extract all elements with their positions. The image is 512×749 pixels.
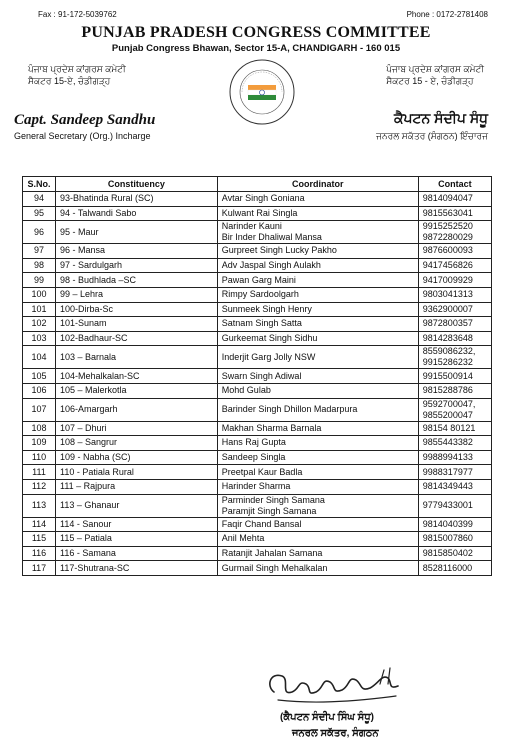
- cell-constituency: [55, 331, 217, 346]
- cell-coordinator-text: Pawan Garg Maini: [221, 274, 296, 285]
- coordinator-table: [22, 176, 492, 576]
- punjabi-right-line-2: ਸੈਕਟਰ 15 - ਏ, ਚੰਡੀਗੜ੍ਹ: [386, 76, 474, 86]
- cell-contact-text: 9814349443: [422, 481, 473, 492]
- cell-contact-text: 9988994133: [422, 452, 473, 463]
- cell-constituency-text: 116 - Samana: [59, 547, 116, 558]
- cell-constituency: [55, 258, 217, 273]
- cell-constituency-text: 110 - Patiala Rural: [59, 466, 134, 477]
- table-row: [23, 450, 492, 465]
- cell-coordinator: [217, 450, 418, 465]
- cell-coordinator-text: Parminder Singh Samana: [221, 494, 325, 505]
- cell-sno: [23, 561, 56, 576]
- table-row: [23, 258, 492, 273]
- cell-constituency: [55, 494, 217, 517]
- punjabi-address-right: [386, 63, 484, 87]
- cell-constituency: [55, 206, 217, 221]
- cell-contact: [418, 317, 491, 332]
- cell-coordinator: [217, 479, 418, 494]
- cell-contact: [418, 331, 491, 346]
- cell-constituency-text: 103 – Barnala: [59, 351, 117, 362]
- cell-sno: [23, 273, 56, 288]
- cell-contact: [418, 369, 491, 384]
- cell-contact-text: 9814283648: [422, 333, 473, 344]
- cell-contact-text: 9915286232: [422, 357, 473, 368]
- header-coordinator: Coordinator: [217, 177, 418, 192]
- cell-coordinator-text: Preetpal Kaur Badla: [221, 466, 303, 477]
- signatory-name: Capt. Sandeep Sandhu: [14, 112, 156, 128]
- punjabi-address-left: [28, 63, 126, 87]
- cell-contact: [418, 546, 491, 561]
- punjabi-left-line-1: ਪੰਜਾਬ ਪ੍ਰਦੇਸ਼ ਕਾਂਗਰਸ ਕਮੇਟੀ: [28, 64, 126, 74]
- cell-coordinator: [217, 494, 418, 517]
- cell-contact: [418, 436, 491, 451]
- cell-constituency: [55, 561, 217, 576]
- cell-contact-text: 9815288786: [422, 385, 473, 396]
- cell-coordinator: [217, 436, 418, 451]
- cell-contact: [418, 561, 491, 576]
- cell-coordinator-text: Bir Inder Dhaliwal Mansa: [221, 232, 322, 243]
- cell-sno-text: 113: [31, 500, 47, 510]
- punjabi-left-line-2: ਸੈਕਟਰ 15-ਏ, ਚੰਡੀਗੜ੍ਹ: [28, 76, 111, 86]
- cell-coordinator-text: Barinder Singh Dhillon Madarpura: [221, 404, 358, 415]
- congress-emblem-logo: [228, 58, 296, 126]
- cell-contact: [418, 421, 491, 436]
- cell-contact-text: 9417456826: [422, 260, 473, 271]
- table-row: [23, 383, 492, 398]
- cell-sno: [23, 287, 56, 302]
- cell-coordinator: [217, 317, 418, 332]
- cell-sno: [23, 517, 56, 532]
- cell-contact-text: 9803041313: [422, 289, 473, 300]
- cell-contact-text: 9855443382: [422, 437, 473, 448]
- cell-constituency: [55, 465, 217, 480]
- cell-sno-text: 105: [31, 370, 47, 381]
- cell-coordinator-text: Hans Raj Gupta: [221, 437, 286, 448]
- cell-contact-text: 8528116000: [422, 562, 473, 573]
- cell-sno: [23, 221, 56, 244]
- cell-constituency: [55, 192, 217, 207]
- cell-coordinator-text: Kulwant Rai Singla: [221, 207, 298, 218]
- cell-contact-text: 9814094047: [422, 193, 473, 204]
- cell-contact-text: 9855200047: [422, 409, 473, 420]
- cell-sno: [23, 546, 56, 561]
- cell-constituency: [55, 317, 217, 332]
- cell-constituency: [55, 450, 217, 465]
- cell-coordinator-text: Gurmail Singh Mehalkalan: [221, 562, 328, 573]
- cell-coordinator: [217, 273, 418, 288]
- cell-coordinator-text: Adv Jaspal Singh Aulakh: [221, 260, 321, 271]
- footer-designation-punjabi: ਜਨਰਲ ਸਕੱਤਰ, ਸੰਗਠਨ: [292, 728, 379, 739]
- table-row: [23, 287, 492, 302]
- cell-coordinator: [217, 383, 418, 398]
- cell-coordinator: [217, 369, 418, 384]
- cell-coordinator: [217, 561, 418, 576]
- cell-sno-text: 95: [33, 207, 44, 218]
- cell-sno-text: 108: [31, 422, 47, 433]
- cell-sno-text: 107: [31, 404, 47, 415]
- cell-coordinator-text: Gurpreet Singh Lucky Pakho: [221, 245, 337, 256]
- handwritten-signature: [262, 662, 412, 710]
- cell-contact-text: 98154 80121: [422, 422, 476, 433]
- cell-sno: [23, 302, 56, 317]
- cell-constituency: [55, 273, 217, 288]
- cell-constituency-text: 101-Sunam: [59, 318, 107, 329]
- cell-constituency: [55, 546, 217, 561]
- cell-contact-text: 9872280029: [422, 232, 473, 243]
- cell-contact: [418, 302, 491, 317]
- cell-constituency-text: 105 – Malerkotla: [59, 385, 127, 396]
- cell-constituency-text: 106-Amargarh: [59, 404, 118, 415]
- cell-sno-text: 94: [33, 193, 44, 204]
- cell-sno: [23, 479, 56, 494]
- cell-constituency: [55, 369, 217, 384]
- cell-contact-text: 8559086232,: [422, 346, 476, 357]
- cell-constituency-text: 98 - Budhlada –SC: [59, 274, 137, 285]
- cell-constituency: [55, 244, 217, 259]
- cell-sno: [23, 398, 56, 421]
- cell-coordinator-text: Anil Mehta: [221, 533, 265, 544]
- cell-contact-text: 9815563041: [422, 207, 473, 218]
- cell-sno: [23, 421, 56, 436]
- cell-sno: [23, 532, 56, 547]
- cell-sno-text: 100: [31, 289, 47, 300]
- table-row: [23, 317, 492, 332]
- cell-sno-text: 97: [33, 245, 44, 256]
- cell-constituency: [55, 479, 217, 494]
- cell-coordinator: [217, 258, 418, 273]
- signatory-name-punjabi: ਕੈਪਟਨ ਸੰਦੀਪ ਸੰਧੂ: [393, 110, 488, 126]
- cell-sno: [23, 192, 56, 207]
- cell-sno-text: 111: [32, 466, 46, 477]
- cell-constituency: [55, 346, 217, 369]
- cell-constituency-text: 109 - Nabha (SC): [59, 452, 131, 463]
- cell-constituency-text: 115 – Patiala: [59, 533, 112, 544]
- cell-coordinator: [217, 331, 418, 346]
- table-row: [23, 479, 492, 494]
- phone-number: Phone : 0172-2781408: [406, 10, 488, 19]
- punjabi-right-line-1: ਪੰਜਾਬ ਪ੍ਰਦੇਸ਼ ਕਾਂਗਰਸ ਕਮੇਟੀ: [386, 64, 484, 74]
- cell-coordinator-text: Rimpy Sardoolgarh: [221, 289, 299, 300]
- cell-contact: [418, 494, 491, 517]
- cell-sno-text: 99: [33, 274, 44, 285]
- cell-sno-text: 106: [31, 385, 47, 396]
- cell-contact: [418, 287, 491, 302]
- table-row: [23, 398, 492, 421]
- cell-constituency: [55, 383, 217, 398]
- table-row: [23, 369, 492, 384]
- cell-constituency-text: 93-Bhatinda Rural (SC): [59, 193, 154, 204]
- cell-contact: [418, 479, 491, 494]
- cell-constituency: [55, 436, 217, 451]
- cell-coordinator: [217, 517, 418, 532]
- cell-coordinator-text: Narinder Kauni: [221, 221, 282, 232]
- cell-constituency-text: 96 - Mansa: [59, 245, 106, 256]
- cell-sno: [23, 465, 56, 480]
- cell-contact: [418, 517, 491, 532]
- cell-coordinator-text: Satnam Singh Satta: [221, 318, 302, 329]
- table-row: [23, 346, 492, 369]
- cell-coordinator: [217, 398, 418, 421]
- cell-constituency-text: 117-Shutrana-SC: [59, 562, 130, 573]
- cell-constituency-text: 94 - Talwandi Sabo: [59, 207, 137, 218]
- cell-coordinator: [217, 287, 418, 302]
- cell-constituency-text: 113 – Ghanaur: [59, 500, 120, 510]
- cell-coordinator-text: Sunmeek Singh Henry: [221, 303, 312, 314]
- cell-sno: [23, 258, 56, 273]
- cell-contact: [418, 465, 491, 480]
- table-row: [23, 546, 492, 561]
- cell-sno: [23, 383, 56, 398]
- cell-coordinator: [217, 221, 418, 244]
- table-row: [23, 244, 492, 259]
- table-row: [23, 221, 492, 244]
- cell-sno: [23, 331, 56, 346]
- cell-coordinator: [217, 546, 418, 561]
- cell-constituency-text: 100-Dirba-Sc: [59, 303, 114, 314]
- table-row: [23, 436, 492, 451]
- cell-contact-text: 9988317977: [422, 466, 473, 477]
- cell-sno: [23, 206, 56, 221]
- cell-contact: [418, 273, 491, 288]
- cell-contact: [418, 244, 491, 259]
- cell-contact: [418, 258, 491, 273]
- cell-contact-text: 9815007860: [422, 533, 473, 544]
- cell-constituency: [55, 421, 217, 436]
- cell-contact-text: 9876600093: [422, 245, 473, 256]
- cell-constituency-text: 111 – Rajpura: [59, 481, 116, 492]
- cell-coordinator: [217, 346, 418, 369]
- cell-coordinator: [217, 192, 418, 207]
- cell-constituency: [55, 517, 217, 532]
- cell-coordinator: [217, 244, 418, 259]
- table-row: [23, 302, 492, 317]
- cell-coordinator-text: Faqir Chand Bansal: [221, 518, 302, 529]
- cell-contact: [418, 532, 491, 547]
- cell-coordinator-text: Makhan Sharma Barnala: [221, 422, 322, 433]
- cell-constituency-text: 107 – Dhuri: [59, 422, 107, 433]
- cell-contact: [418, 450, 491, 465]
- cell-sno: [23, 317, 56, 332]
- cell-coordinator-text: Swarn Singh Adiwal: [221, 370, 302, 381]
- footer-name-punjabi: (ਕੈਪਟਨ ਸੰਦੀਪ ਸਿੰਘ ਸੰਧੂ): [280, 712, 374, 723]
- cell-sno-text: 104: [31, 351, 47, 362]
- signatory-designation-punjabi: ਜਨਰਲ ਸਕੱਤਰ (ਸੰਗਠਨ) ਇੰਚਾਰਜ: [376, 131, 488, 141]
- cell-constituency-text: 114 - Sanour: [59, 518, 112, 529]
- cell-coordinator-text: Ratanjit Jahalan Samana: [221, 547, 323, 558]
- table-row: [23, 494, 492, 517]
- cell-coordinator-text: Harinder Sharma: [221, 481, 291, 492]
- cell-sno: [23, 494, 56, 517]
- cell-coordinator: [217, 532, 418, 547]
- cell-constituency-text: 99 – Lehra: [59, 289, 104, 300]
- cell-constituency: [55, 221, 217, 244]
- cell-sno-text: 109: [31, 437, 47, 448]
- cell-coordinator: [217, 465, 418, 480]
- table-row: [23, 206, 492, 221]
- signatory-designation: General Secretary (Org.) Incharge: [14, 131, 151, 141]
- table-row: [23, 532, 492, 547]
- cell-coordinator-text: Sandeep Singla: [221, 452, 286, 463]
- table-header-row: [23, 177, 492, 192]
- cell-constituency-text: 97 - Sardulgarh: [59, 260, 123, 271]
- fax-number: Fax : 91-172-5039762: [38, 10, 117, 19]
- table-row: [23, 273, 492, 288]
- cell-contact: [418, 206, 491, 221]
- letterhead-title: PUNJAB PRADESH CONGRESS COMMITTEE: [81, 24, 431, 41]
- cell-contact-text: 9872800357: [422, 318, 473, 329]
- cell-sno-text: 112: [31, 481, 47, 492]
- cell-sno-text: 117: [31, 562, 47, 573]
- cell-contact-text: 9417009929: [422, 274, 473, 285]
- cell-sno: [23, 450, 56, 465]
- cell-sno: [23, 346, 56, 369]
- table-row: [23, 421, 492, 436]
- cell-sno: [23, 436, 56, 451]
- cell-constituency-text: 104-Mehalkalan-SC: [59, 370, 140, 381]
- table-row: [23, 465, 492, 480]
- table-row: [23, 517, 492, 532]
- table-row: [23, 331, 492, 346]
- cell-constituency: [55, 287, 217, 302]
- cell-coordinator: [217, 302, 418, 317]
- cell-contact: [418, 346, 491, 369]
- cell-coordinator-text: Avtar Singh Goniana: [221, 193, 305, 204]
- cell-contact-text: 9815850402: [422, 547, 473, 558]
- cell-constituency: [55, 302, 217, 317]
- cell-contact-text: 9592700047,: [422, 398, 476, 409]
- cell-sno-text: 101: [31, 303, 47, 314]
- cell-sno-text: 103: [31, 333, 47, 344]
- cell-coordinator-text: Paramjit Singh Samana: [221, 505, 317, 516]
- header-sno: S.No.: [23, 177, 56, 192]
- cell-sno: [23, 369, 56, 384]
- cell-sno-text: 115: [31, 533, 47, 544]
- cell-constituency-text: 95 - Maur: [59, 226, 99, 237]
- cell-contact: [418, 192, 491, 207]
- cell-contact-text: 9779433001: [422, 500, 473, 510]
- cell-constituency-text: 108 – Sangrur: [59, 437, 118, 448]
- cell-contact: [418, 221, 491, 244]
- cell-sno-text: 96: [33, 226, 44, 237]
- header-contact: Contact: [418, 177, 491, 192]
- cell-coordinator: [217, 206, 418, 221]
- cell-contact-text: 9814040399: [422, 518, 473, 529]
- cell-sno: [23, 244, 56, 259]
- cell-coordinator-text: Gurkeemat Singh Sidhu: [221, 333, 318, 344]
- cell-sno-text: 110: [31, 452, 47, 463]
- cell-contact-text: 9915500914: [422, 370, 473, 381]
- cell-sno-text: 102: [31, 318, 47, 329]
- cell-contact-text: 9915252520: [422, 221, 473, 232]
- letterhead-address: Punjab Congress Bhawan, Sector 15-A, CHANDIGARH - 160 015: [111, 43, 401, 54]
- cell-coordinator: [217, 421, 418, 436]
- header-constituency: Constituency: [55, 177, 217, 192]
- cell-constituency: [55, 532, 217, 547]
- cell-coordinator-text: Mohd Gulab: [221, 385, 271, 396]
- cell-contact: [418, 398, 491, 421]
- cell-sno-text: 116: [31, 547, 47, 558]
- cell-constituency-text: 102-Badhaur-SC: [59, 333, 128, 344]
- cell-contact-text: 9362900007: [422, 303, 473, 314]
- cell-constituency: [55, 398, 217, 421]
- cell-contact: [418, 383, 491, 398]
- cell-sno-text: 114: [31, 518, 47, 529]
- cell-sno-text: 98: [33, 260, 44, 271]
- table-row: [23, 561, 492, 576]
- table-row: [23, 192, 492, 207]
- cell-coordinator-text: Inderjit Garg Jolly NSW: [221, 351, 316, 362]
